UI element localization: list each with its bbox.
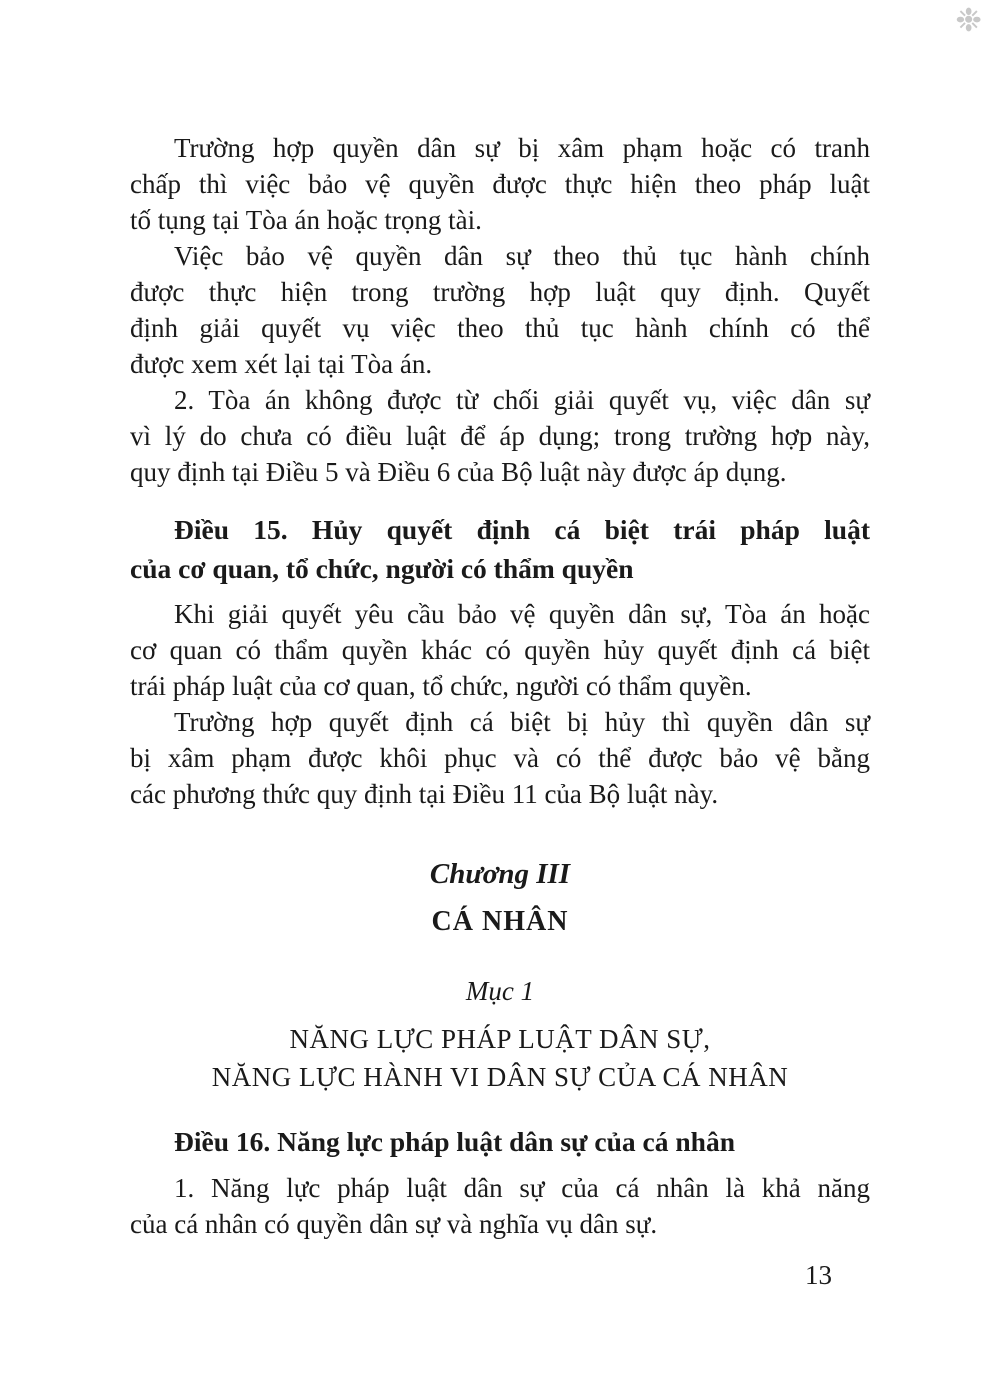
paragraph xyxy=(130,382,870,490)
paragraph xyxy=(130,704,870,812)
paragraph-line: Trường hợp quyền dân sự bị xâm phạm hoặc có tranh xyxy=(174,133,870,163)
section-title-line: NĂNG LỰC PHÁP LUẬT DÂN SỰ, xyxy=(289,1024,711,1054)
section-label: Mục 1 xyxy=(465,976,535,1006)
paragraph-line: 1. Năng lực pháp luật dân sự của cá nhân là khả năng xyxy=(174,1173,870,1203)
paragraph-line: tố tụng tại Tòa án hoặc trọng tài. xyxy=(130,205,482,235)
article-heading-line: của cơ quan, tổ chức, người có thẩm quyền xyxy=(130,553,634,584)
paragraph-line: Việc bảo vệ quyền dân sự theo thủ tục hành chính xyxy=(174,241,870,271)
article-15-heading xyxy=(130,510,870,588)
paragraph-line: chấp thì việc bảo vệ quyền được thực hiện theo pháp luật xyxy=(130,169,870,199)
chapter-label: Chương III xyxy=(429,858,571,890)
paragraph-line: trái pháp luật của cơ quan, tổ chức, người có thẩm quyền. xyxy=(130,671,752,701)
paragraph-line: cơ quan có thẩm quyền khác có quyền hủy quyết định cá biệt xyxy=(130,635,870,665)
paragraph xyxy=(130,1170,870,1242)
page-number: 13 xyxy=(805,1260,832,1290)
paragraph xyxy=(130,596,870,704)
paragraph-line: các phương thức quy định tại Điều 11 của Bộ luật này. xyxy=(130,779,719,809)
paragraph-line: vì lý do chưa có điều luật để áp dụng; trong trường hợp này, xyxy=(130,421,870,451)
paragraph-line: của cá nhân có quyền dân sự và nghĩa vụ dân sự. xyxy=(130,1209,658,1239)
paragraph-line: bị xâm phạm được khôi phục và có thể được bảo vệ bằng xyxy=(130,743,870,773)
paragraph-line: được thực hiện trong trường hợp luật quy định. Quyết xyxy=(130,277,870,307)
paragraph-line: định giải quyết vụ việc theo thủ tục hành chính có thể xyxy=(130,313,870,343)
flower-ornament-icon: ❉ xyxy=(955,2,982,38)
paragraph-line: Khi giải quyết yêu cầu bảo vệ quyền dân sự, Tòa án hoặc xyxy=(174,599,870,629)
section-title xyxy=(130,1020,870,1096)
section-title-line: NĂNG LỰC HÀNH VI DÂN SỰ CỦA CÁ NHÂN xyxy=(211,1062,789,1092)
paragraph-line: quy định tại Điều 5 và Điều 6 của Bộ luật này được áp dụng. xyxy=(130,457,787,487)
paragraph-line: Trường hợp quyết định cá biệt bị hủy thì quyền dân sự xyxy=(174,707,870,737)
paragraph xyxy=(130,238,870,382)
paragraph-line: được xem xét lại tại Tòa án. xyxy=(130,349,433,379)
article-16-heading: Điều 16. Năng lực pháp luật dân sự của cá nhân xyxy=(174,1126,735,1157)
paragraph-line: 2. Tòa án không được từ chối giải quyết vụ, việc dân sự xyxy=(174,385,870,415)
paragraph xyxy=(130,130,870,238)
chapter-title: CÁ NHÂN xyxy=(431,906,569,937)
article-heading-line: Điều 15. Hủy quyết định cá biệt trái pháp luật xyxy=(174,514,870,545)
